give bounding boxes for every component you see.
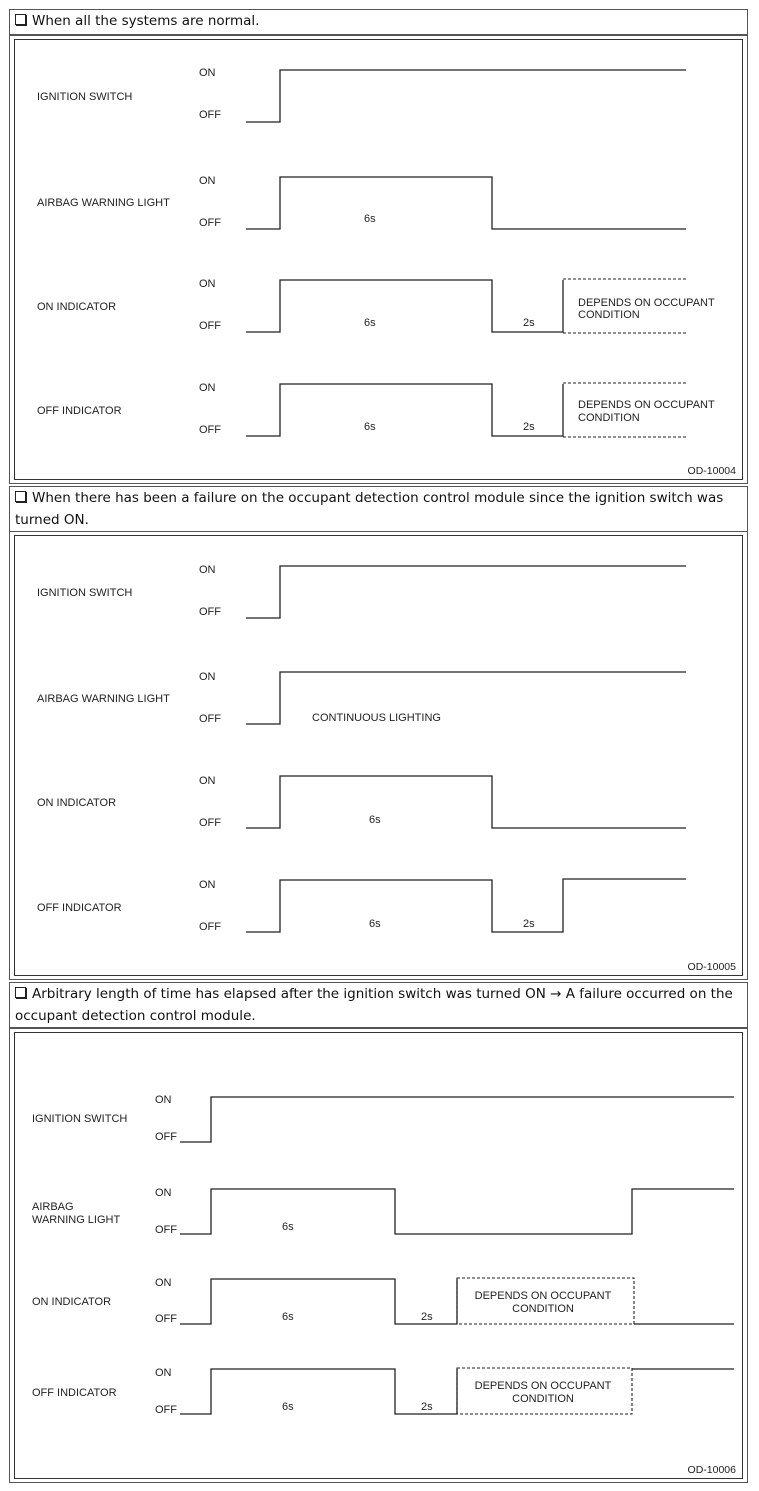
on-level-label: ON [155,1367,172,1379]
timing-diagram-3 [15,1033,746,1480]
section-1-diagram [9,35,748,484]
duration-label: 6s [369,918,381,930]
on-level-label: ON [155,1094,172,1106]
duration-label: 2s [523,421,535,433]
off-level-label: OFF [155,1224,177,1236]
section-3-diagram [9,1028,748,1483]
off-level-label: OFF [155,1313,177,1325]
condition-note: DEPENDS ON OCCUPANT [578,399,715,411]
condition-note: DEPENDS ON OCCUPANT [578,297,715,309]
condition-note: DEPENDS ON OCCUPANT [474,1290,612,1302]
on-level-label: ON [199,67,216,79]
timing-diagram-2 [15,536,746,977]
row-label: OFF INDICATOR [32,1387,117,1399]
section-2-heading [9,486,748,532]
duration-label: 6s [364,421,376,433]
diagram-frame [14,39,743,480]
off-level-label: OFF [155,1404,177,1416]
signal-airbag-warning-light [246,177,686,229]
duration-label: 6s [282,1401,294,1413]
timing-diagram-1 [15,40,746,481]
checkbox-bullet-icon [15,14,26,25]
row-label: AIRBAG WARNING LIGHT [37,197,170,209]
on-level-label: ON [199,175,216,187]
figure-code: OD-10004 [687,465,736,477]
on-level-label: ON [155,1277,172,1289]
signal-ignition-switch [180,1097,734,1142]
figure-code: OD-10005 [687,961,736,973]
signal-on-indicator [180,1279,457,1324]
condition-note: DEPENDS ON OCCUPANT [474,1380,612,1392]
on-level-label: ON [199,564,216,576]
signal-ignition-switch [246,70,686,122]
signal-airbag-warning-light [180,1189,734,1234]
section-3-heading [9,982,748,1028]
signal-ignition-switch [246,566,686,618]
condition-note: CONDITION [512,1303,574,1315]
row-label: ON INDICATOR [37,797,117,809]
continuous-lighting-note: CONTINUOUS LIGHTING [312,712,441,724]
on-level-label: ON [199,775,216,787]
diagram-frame [14,1032,743,1479]
off-level-label: OFF [199,921,221,933]
section-2-diagram [9,531,748,980]
off-level-label: OFF [199,713,221,725]
off-level-label: OFF [199,109,221,121]
section-1-heading-text: When all the systems are normal. [32,13,260,29]
duration-label: 6s [282,1221,294,1233]
on-level-label: ON [155,1187,172,1199]
row-label: IGNITION SWITCH [37,91,133,103]
section-2-heading-text: When there has been a failure on the occupant detection control module since the ignition switch was turned ON. [15,490,724,528]
signal-off-indicator [180,1369,457,1414]
row-label: ON INDICATOR [32,1296,112,1308]
off-level-label: OFF [155,1131,177,1143]
row-label: OFF INDICATOR [37,405,122,417]
duration-label: 6s [282,1311,294,1323]
row-label-line-2: WARNING LIGHT [32,1214,121,1226]
row-label: AIRBAG WARNING LIGHT [37,693,170,705]
duration-label: 2s [523,317,535,329]
section-3-heading-text: Arbitrary length of time has elapsed after the ignition switch was turned ON → A failure occurred on the occupant detection control module. [15,986,733,1024]
off-level-label: OFF [199,606,221,618]
signal-off-indicator [246,384,563,436]
duration-label: 6s [364,317,376,329]
duration-label: 6s [364,213,376,225]
condition-note: CONDITION [578,309,640,321]
section-1-heading [9,9,748,35]
signal-on-indicator [246,280,563,332]
row-label: AIRBAG [32,1201,74,1213]
row-label: IGNITION SWITCH [32,1113,128,1125]
off-level-label: OFF [199,217,221,229]
figure-code: OD-10006 [687,1464,736,1476]
diagram-frame [14,535,743,976]
row-label: ON INDICATOR [37,301,117,313]
off-level-label: OFF [199,424,221,436]
checkbox-bullet-icon [15,987,26,998]
condition-note: CONDITION [578,412,640,424]
condition-note: CONDITION [512,1393,574,1405]
on-level-label: ON [199,879,216,891]
duration-label: 2s [523,918,535,930]
off-level-label: OFF [199,320,221,332]
on-level-label: ON [199,671,216,683]
duration-label: 6s [369,814,381,826]
signal-off-indicator [246,879,686,932]
row-label: OFF INDICATOR [37,902,122,914]
off-level-label: OFF [199,817,221,829]
row-label: IGNITION SWITCH [37,587,133,599]
signal-on-indicator [246,776,686,828]
duration-label: 2s [421,1311,433,1323]
duration-label: 2s [421,1401,433,1413]
checkbox-bullet-icon [15,491,26,502]
on-level-label: ON [199,382,216,394]
on-level-label: ON [199,278,216,290]
